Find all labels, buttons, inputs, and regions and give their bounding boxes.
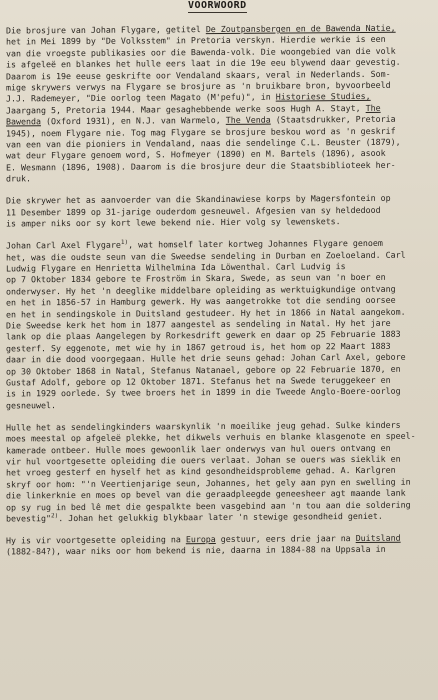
text-line: Hulle het as sendelingkinders waarskynlik 'n moeilike jeug gehad. Sulke kinders (6, 419, 401, 433)
text-line: het, was die oudste seun van die Sweedse sendeling in Durban en Zoeloeland. Carl (6, 249, 406, 262)
text-line: Die brosjure van Johan Flygare, getitel De Zoutpansbergen en de Bawenda Natie, (6, 22, 396, 36)
underlined-title: Bawenda (6, 116, 41, 127)
footnote-marker: 2) (50, 512, 59, 520)
text-line: vir hul voortgesette opleiding die ouers verlaat. Johan se ouers was sieklik en (6, 453, 401, 467)
text-line: E. Wesmann (1896, 1908). Daarom is die brosjure deur die Staatsbiblioteek her- (6, 159, 396, 173)
underlined-title: Europa (185, 534, 216, 545)
text-line: Gustaf Adolf, gebore op 12 Oktober 1871. Stefanus het na Swede teruggekeer en (6, 374, 391, 388)
underlined-title: The Venda (225, 114, 271, 126)
text-line: wat deur Flygare genoem word, S. Hofmeyer (1890) en M. Bartels (1896), asook (6, 148, 386, 161)
text-line: 1945), noem Flygare nie. Tog mag Flygare se brosjure beskou word as 'n geskrif (6, 125, 396, 139)
text-line: moes meestal op afgeleë plekke, het dikwels verhuis en blanke klasgenote en speel- (6, 430, 416, 444)
text-line: is afgeleë en blankes het hulle eers laat in die 19e eeu blywend daar gevestig. (6, 56, 401, 70)
underlined-title: Historiese Studies, (275, 91, 371, 103)
paragraph (6, 238, 426, 412)
text-line: druk. (6, 173, 31, 184)
underlined-title: The (365, 102, 381, 113)
paragraph (6, 193, 426, 230)
text-line: J.J. Rademeyer, "Die oorlog teen Magato (M'pefu)", in Historiese Studies, (6, 91, 371, 104)
text-line: die linkerknie en moes op bevel van die geraadpleegde geneesheer agt maande lank (6, 487, 406, 501)
text-line: Die Sweedse kerk het hom in 1877 aangestel as sendeling in Natal. Hy het jare (6, 317, 391, 331)
text-line: en het in sendingskole in Duitsland gestudeer. Hy het in 1866 in Natal aangekom. (6, 306, 406, 319)
underlined-title: De Zoutpansbergen en de Bawenda Natie, (205, 22, 396, 35)
text-line: skryf oor hom: "'n Veertienjarige seun, Johannes, het gely aan pyn en swelling in (6, 476, 411, 490)
text-line: van een van die pioniers in Vendaland, naas die sendelinge C.L. Beuster (1879), (6, 136, 401, 150)
text-line: kamerade ontbeer. Hulle moes gewoonlik laer onderwys van hul ouers ontvang en (6, 442, 391, 456)
text-line: van die vroegste publikasies oor die Bawenda-volk. Die woongebied van die volk (6, 45, 396, 59)
text-line: Daarom is 19e eeuse geskrifte oor Vendaland skaars, veral in Nederlands. Som- (6, 68, 391, 82)
text-line: daar in die dood voorgegaan. Hulle het drie seuns gehad: Johan Carl Axel, gebore (6, 351, 406, 365)
text-line: is amper niks oor sy kort lewe bekend nie. Hier volg sy lewenskets. (6, 216, 341, 229)
text-line: Hy is vir voortgesette opleiding na Europa gestuur, eers drie jaar na Duitsland (6, 532, 401, 546)
paragraph (6, 419, 426, 525)
text-line: Die skrywer het as aanvoerder van die Skandinawiese korps by Magersfontein op (6, 193, 391, 206)
text-line: Ludwig Flygare en Henrietta Wilhelmina Ida Löwenthal. Carl Ludvig is (6, 261, 346, 274)
text-line: Bawenda (Oxford 1931), en N.J. van Warmelo, The Venda (Staatsdrukker, Pretoria (6, 113, 396, 127)
text-line: is in 1929 oorlede. Sy twee broers het in 1899 in die Tweede Anglo-Boere-oorlog (6, 386, 401, 399)
underlined-title: Duitsland (355, 532, 401, 544)
text-line: Johan Carl Axel Flygare$^{1)}$, wat homself later kortweg Johannes Flygare genoem (6, 237, 383, 251)
document-body (6, 23, 426, 569)
text-line: mige skrywers verwys na Flygare se brosjure as 'n bruikbare bron, byvoorbeeld (6, 79, 391, 93)
text-line: (1882-84?), waar niks oor hom bekend is nie, daarna in 1884-88 na Uppsala in (6, 544, 386, 557)
text-line: 11 Desember 1899 op 31-jarige ouderdom gesneuwel. Afgesien van sy heldedood (6, 204, 381, 218)
text-line: het vroeg gesterf en hyself het as kind gesondheidsprobleme gehad. A. Karlgren (6, 465, 396, 478)
text-line: onderwyser. Hy het 'n deeglike middelbare opleiding as werktuigkundige ontvang (6, 283, 396, 297)
footnote-marker: 1) (120, 238, 129, 246)
text-line: gesterf. Sy eggenote, met wie hy in 1867 getroud is, het hom op 22 Maart 1883 (6, 340, 391, 354)
paragraph (6, 533, 426, 559)
text-line: op 30 Oktober 1868 in Natal, Stefanus Natanael, gebore op 22 Februarie 1870, en (6, 363, 401, 377)
text-line: bevestig"$^{2)}$. Johan het gelukkig blykbaar later 'n stewige gesondheid geniet. (6, 510, 383, 524)
text-line: en het in 1856-57 in Hamburg gewerk. Hy was aangetrokke tot die sending oorsee (6, 294, 396, 308)
text-line: het in Mei 1899 by "De Volksstem" in Pretoria verskyn. Hierdie werkie is een (6, 34, 386, 47)
page-heading: VOORWOORD (188, 0, 247, 11)
text-line: Jaargang 5, Pretoria 1944. Maar gesaghebbende werke soos Hugh A. Stayt, The (6, 102, 381, 116)
text-line: op sy rug in bed lê met die gespalkte been vasgebind aan 'n tou aan die soldering (6, 499, 411, 513)
text-line: lank op die plaas Aangelegen by Rorkesdrift gewerk en daar op 25 Februarie 1883 (6, 329, 401, 342)
text-line: gesneuwel. (6, 399, 56, 411)
text-line: op 7 Oktober 1834 gebore te Froström in Skara, Swede, as seun van 'n boer en (6, 272, 386, 285)
paragraph (6, 23, 426, 186)
